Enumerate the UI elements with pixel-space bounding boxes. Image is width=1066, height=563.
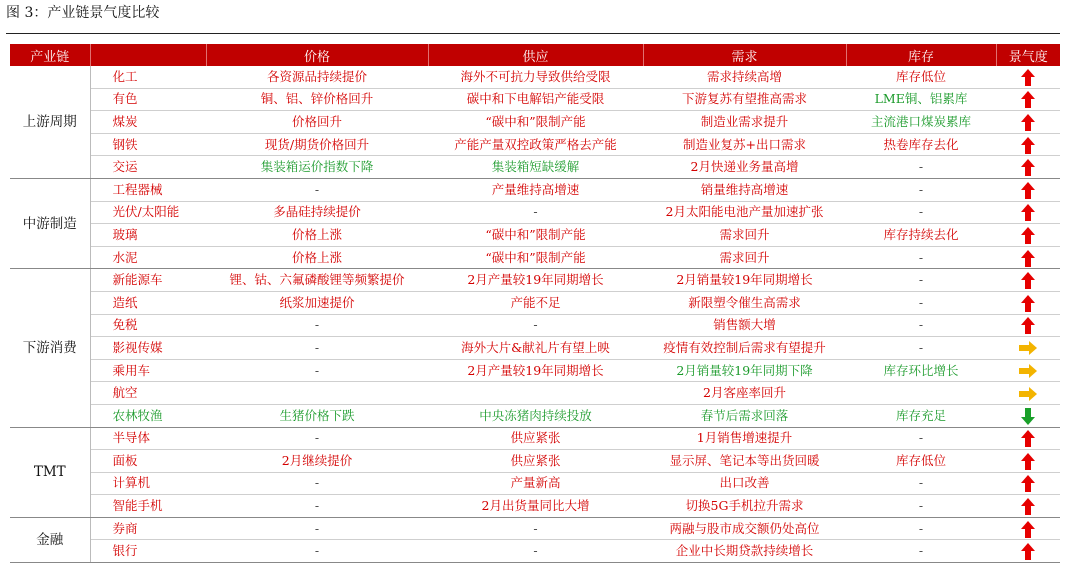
price-cell: -: [206, 495, 428, 518]
prosperity-cell: [996, 517, 1060, 540]
arrow-up-icon: [1021, 250, 1035, 267]
inventory-cell: -: [846, 427, 996, 450]
inventory-cell: -: [846, 291, 996, 314]
industry-cell: 乘用车: [90, 359, 206, 382]
demand-cell: 疫情有效控制后需求有望提升: [643, 337, 846, 360]
inventory-cell: 库存低位: [846, 450, 996, 473]
table-row: [10, 359, 1060, 382]
arrow-up-icon: [1021, 159, 1035, 176]
prosperity-cell: [996, 337, 1060, 360]
arrow-up-icon: [1021, 227, 1035, 244]
arrow-down-icon: [1021, 408, 1035, 425]
prosperity-cell: [996, 133, 1060, 156]
supply-cell: 产能产量双控政策严格去产能: [428, 133, 643, 156]
table-row: [10, 178, 1060, 201]
arrow-up-icon: [1021, 475, 1035, 492]
demand-cell: 2月快递业务量高增: [643, 156, 846, 179]
supply-cell: “碳中和”限制产能: [428, 246, 643, 269]
industry-cell: 计算机: [90, 472, 206, 495]
inventory-cell: -: [846, 314, 996, 337]
table-row: [10, 404, 1060, 427]
arrow-up-icon: [1021, 430, 1035, 447]
price-cell: 铜、铝、锌价格回升: [206, 88, 428, 111]
table-row: [10, 382, 1060, 405]
price-cell: -: [206, 540, 428, 563]
table-row: [10, 291, 1060, 314]
prosperity-cell: [996, 540, 1060, 563]
demand-cell: 显示屏、笔记本等出货回暖: [643, 450, 846, 473]
supply-cell: “碳中和”限制产能: [428, 224, 643, 247]
supply-cell: 产量维持高增速: [428, 178, 643, 201]
table-row: [10, 269, 1060, 292]
price-cell: 纸浆加速提价: [206, 291, 428, 314]
supply-cell: -: [428, 540, 643, 563]
industry-cell: 玻璃: [90, 224, 206, 247]
supply-cell: 2月出货量同比大增: [428, 495, 643, 518]
inventory-cell: -: [846, 540, 996, 563]
demand-cell: 1月销售增速提升: [643, 427, 846, 450]
table-row: [10, 472, 1060, 495]
arrow-up-icon: [1021, 295, 1035, 312]
inventory-cell: -: [846, 246, 996, 269]
prosperity-cell: [996, 495, 1060, 518]
industry-cell: 半导体: [90, 427, 206, 450]
arrow-up-icon: [1021, 69, 1035, 86]
table-row: [10, 450, 1060, 473]
demand-cell: 需求回升: [643, 246, 846, 269]
price-cell: -: [206, 359, 428, 382]
prosperity-cell: [996, 178, 1060, 201]
arrow-up-icon: [1021, 204, 1035, 221]
inventory-cell: [846, 382, 996, 405]
demand-cell: 销量维持高增速: [643, 178, 846, 201]
table-row: [10, 111, 1060, 134]
inventory-cell: -: [846, 201, 996, 224]
header-price: 价格: [206, 44, 428, 66]
table-row: [10, 314, 1060, 337]
price-cell: -: [206, 472, 428, 495]
prosperity-cell: [996, 427, 1060, 450]
table-row: [10, 337, 1060, 360]
segment-label: 金融: [10, 517, 90, 562]
industry-cell: 化工: [90, 66, 206, 88]
header-row: [10, 44, 1060, 66]
price-cell: 生猪价格下跌: [206, 404, 428, 427]
price-cell: -: [206, 427, 428, 450]
inventory-cell: 库存充足: [846, 404, 996, 427]
demand-cell: 2月销量较19年同期下降: [643, 359, 846, 382]
table-row: [10, 427, 1060, 450]
supply-cell: 2月产量较19年同期增长: [428, 359, 643, 382]
industry-cell: 影视传媒: [90, 337, 206, 360]
title-divider: [6, 33, 1060, 34]
table-row: [10, 133, 1060, 156]
prosperity-cell: [996, 472, 1060, 495]
price-cell: -: [206, 178, 428, 201]
arrow-up-icon: [1021, 182, 1035, 199]
table-row: [10, 201, 1060, 224]
figure-title: 图 3：产业链景气度比较: [6, 5, 160, 21]
prosperity-cell: [996, 404, 1060, 427]
demand-cell: 春节后需求回落: [643, 404, 846, 427]
inventory-cell: 库存低位: [846, 66, 996, 88]
header-inventory: 库存: [846, 44, 996, 66]
table-row: [10, 88, 1060, 111]
price-cell: 价格回升: [206, 111, 428, 134]
arrow-up-icon: [1021, 137, 1035, 154]
supply-cell: 海外不可抗力导致供给受限: [428, 66, 643, 88]
supply-cell: 供应紧张: [428, 450, 643, 473]
arrow-up-icon: [1021, 317, 1035, 334]
arrow-up-icon: [1021, 91, 1035, 108]
arrow-up-icon: [1021, 498, 1035, 515]
header-demand: 需求: [643, 44, 846, 66]
prosperity-cell: [996, 224, 1060, 247]
prosperity-cell: [996, 201, 1060, 224]
price-cell: 锂、钴、六氟磷酸锂等频繁提价: [206, 269, 428, 292]
industry-cell: 免税: [90, 314, 206, 337]
industry-cell: 有色: [90, 88, 206, 111]
arrow-up-icon: [1021, 543, 1035, 560]
prosperity-cell: [996, 291, 1060, 314]
industry-cell: 交运: [90, 156, 206, 179]
price-cell: 多晶硅持续提价: [206, 201, 428, 224]
demand-cell: 新限塑令催生高需求: [643, 291, 846, 314]
prosperity-cell: [996, 269, 1060, 292]
table-row: [10, 495, 1060, 518]
price-cell: 2月继续提价: [206, 450, 428, 473]
supply-cell: 海外大片&献礼片有望上映: [428, 337, 643, 360]
demand-cell: 2月客座率回升: [643, 382, 846, 405]
supply-cell: 产能不足: [428, 291, 643, 314]
segment-label: TMT: [10, 427, 90, 517]
supply-cell: -: [428, 314, 643, 337]
demand-cell: 需求回升: [643, 224, 846, 247]
header-prosperity: 景气度: [996, 44, 1060, 66]
inventory-cell: -: [846, 495, 996, 518]
arrow-up-icon: [1021, 114, 1035, 131]
inventory-cell: 热卷库存去化: [846, 133, 996, 156]
demand-cell: 下游复苏有望推高需求: [643, 88, 846, 111]
table-row: [10, 517, 1060, 540]
price-cell: 现货/期货价格回升: [206, 133, 428, 156]
inventory-cell: 库存持续去化: [846, 224, 996, 247]
demand-cell: 切换5G手机拉升需求: [643, 495, 846, 518]
inventory-cell: -: [846, 337, 996, 360]
supply-cell: 供应紧张: [428, 427, 643, 450]
price-cell: 价格上涨: [206, 224, 428, 247]
segment-label: 下游消费: [10, 269, 90, 427]
supply-cell: 2月产量较19年同期增长: [428, 269, 643, 292]
prosperity-cell: [996, 111, 1060, 134]
inventory-cell: -: [846, 269, 996, 292]
demand-cell: 两融与股市成交额仍处高位: [643, 517, 846, 540]
supply-cell: 碳中和下电解铝产能受限: [428, 88, 643, 111]
supply-cell: “碳中和”限制产能: [428, 111, 643, 134]
industry-cell: 银行: [90, 540, 206, 563]
industry-cell: 券商: [90, 517, 206, 540]
industry-cell: 钢铁: [90, 133, 206, 156]
inventory-cell: -: [846, 156, 996, 179]
table-row: [10, 224, 1060, 247]
demand-cell: 企业中长期贷款持续增长: [643, 540, 846, 563]
demand-cell: 制造业需求提升: [643, 111, 846, 134]
demand-cell: 需求持续高增: [643, 66, 846, 88]
price-cell: 集装箱运价指数下降: [206, 156, 428, 179]
demand-cell: 2月销量较19年同期增长: [643, 269, 846, 292]
prosperity-table: [10, 44, 1060, 563]
supply-cell: 产量新高: [428, 472, 643, 495]
price-cell: 各资源品持续提价: [206, 66, 428, 88]
demand-cell: 销售额大增: [643, 314, 846, 337]
arrow-right-icon: [1019, 364, 1037, 378]
price-cell: -: [206, 337, 428, 360]
arrow-up-icon: [1021, 521, 1035, 538]
arrow-right-icon: [1019, 341, 1037, 355]
prosperity-cell: [996, 88, 1060, 111]
supply-cell: 中央冻猪肉持续投放: [428, 404, 643, 427]
inventory-cell: -: [846, 517, 996, 540]
price-cell: 价格上涨: [206, 246, 428, 269]
table-row: [10, 246, 1060, 269]
segment-label: 中游制造: [10, 178, 90, 268]
industry-cell: 工程器械: [90, 178, 206, 201]
prosperity-cell: [996, 156, 1060, 179]
inventory-cell: -: [846, 178, 996, 201]
inventory-cell: -: [846, 472, 996, 495]
prosperity-cell: [996, 450, 1060, 473]
header-industry: [90, 44, 206, 66]
header-supply: 供应: [428, 44, 643, 66]
arrow-up-icon: [1021, 453, 1035, 470]
prosperity-cell: [996, 314, 1060, 337]
supply-cell: [428, 382, 643, 405]
prosperity-cell: [996, 359, 1060, 382]
industry-cell: 光伏/太阳能: [90, 201, 206, 224]
industry-cell: 造纸: [90, 291, 206, 314]
supply-cell: -: [428, 517, 643, 540]
arrow-up-icon: [1021, 272, 1035, 289]
inventory-cell: LME铜、铝累库: [846, 88, 996, 111]
table-body: [10, 66, 1060, 563]
header-chain: 产业链: [10, 44, 90, 66]
segment-label: 上游周期: [10, 66, 90, 178]
table-row: [10, 156, 1060, 179]
industry-cell: 面板: [90, 450, 206, 473]
industry-cell: 农林牧渔: [90, 404, 206, 427]
industry-cell: 水泥: [90, 246, 206, 269]
demand-cell: 制造业复苏+出口需求: [643, 133, 846, 156]
price-cell: -: [206, 314, 428, 337]
arrow-right-icon: [1019, 387, 1037, 401]
industry-cell: 新能源车: [90, 269, 206, 292]
inventory-cell: 主流港口煤炭累库: [846, 111, 996, 134]
supply-cell: 集装箱短缺缓解: [428, 156, 643, 179]
price-cell: [206, 382, 428, 405]
inventory-cell: 库存环比增长: [846, 359, 996, 382]
prosperity-cell: [996, 246, 1060, 269]
demand-cell: 出口改善: [643, 472, 846, 495]
demand-cell: 2月太阳能电池产量加速扩张: [643, 201, 846, 224]
table-row: [10, 540, 1060, 563]
industry-cell: 航空: [90, 382, 206, 405]
price-cell: -: [206, 517, 428, 540]
prosperity-cell: [996, 66, 1060, 88]
table-row: [10, 66, 1060, 88]
industry-cell: 智能手机: [90, 495, 206, 518]
industry-cell: 煤炭: [90, 111, 206, 134]
supply-cell: -: [428, 201, 643, 224]
prosperity-cell: [996, 382, 1060, 405]
